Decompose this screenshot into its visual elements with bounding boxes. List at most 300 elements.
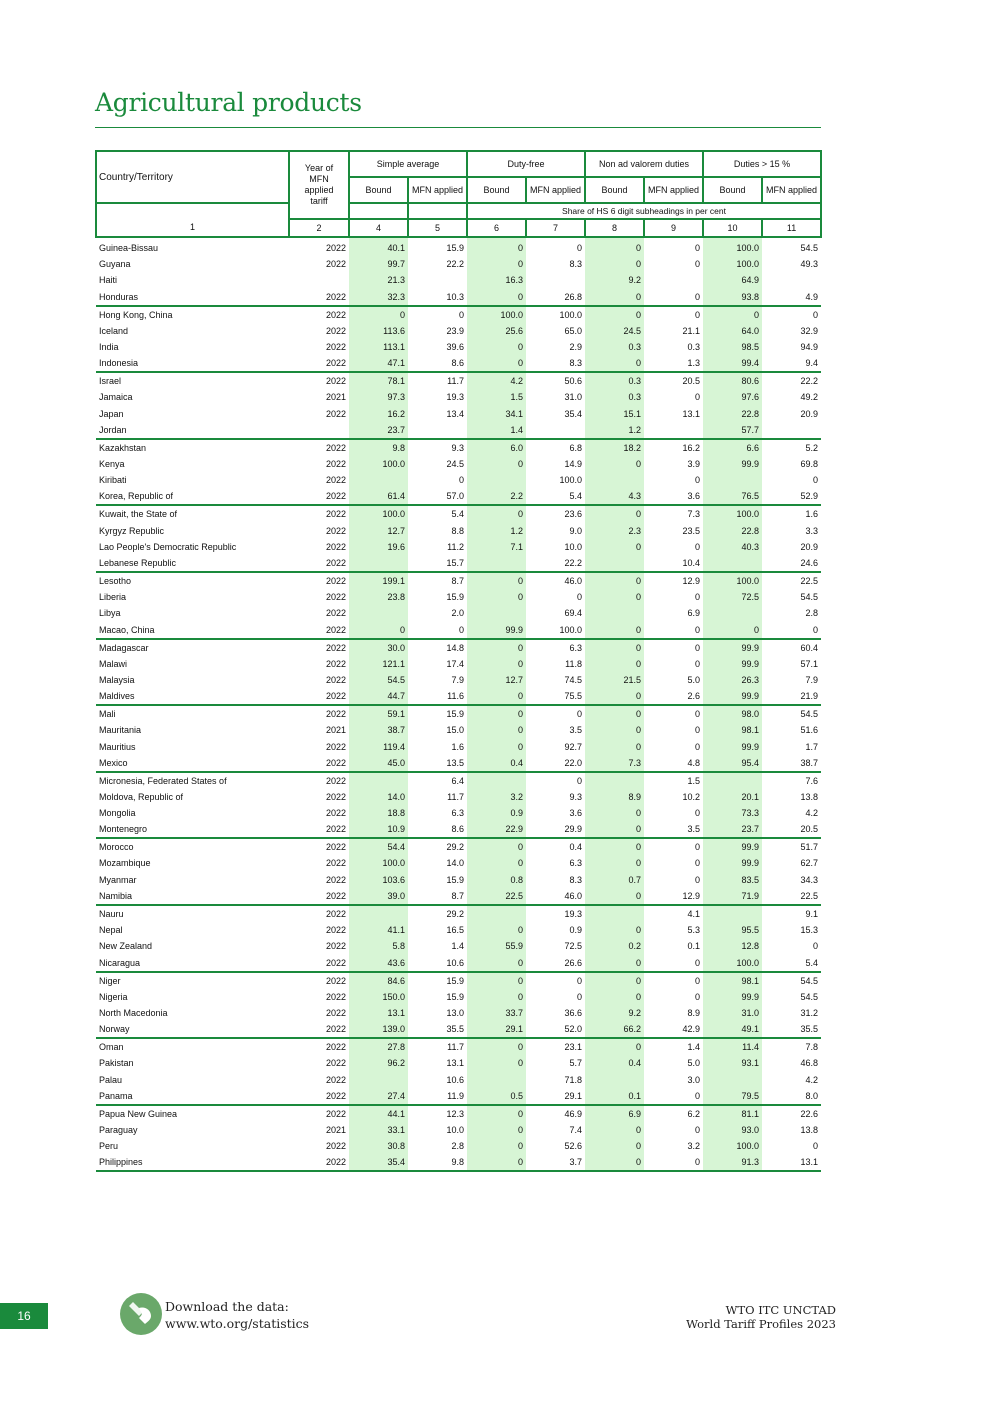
value-cell: 8.8 <box>451 525 465 536</box>
value-cell: 9.8 <box>349 439 408 456</box>
table-row <box>96 355 821 372</box>
value-cell: 3.7 <box>526 1154 585 1171</box>
value-cell: 57.0 <box>408 488 467 505</box>
value-cell: 11.7 <box>447 791 465 802</box>
table-row <box>96 872 821 888</box>
year-cell: 2022 <box>325 509 346 520</box>
value-cell: 0 <box>585 505 644 522</box>
value-cell: 0 <box>467 656 526 672</box>
year-cell <box>289 272 349 288</box>
value-cell: 10.3 <box>408 289 467 306</box>
value-cell: 49.1 <box>703 1021 762 1038</box>
value-cell: 0 <box>695 874 701 885</box>
value-cell: 0 <box>585 805 644 821</box>
column-number: 10 <box>703 219 762 237</box>
value-cell: 54.5 <box>800 592 819 603</box>
value-cell: 2.8 <box>451 1141 465 1152</box>
value-cell: 93.8 <box>703 289 762 306</box>
value-cell: 0 <box>585 855 644 871</box>
value-cell: 0 <box>467 989 526 1005</box>
value-cell: 1.2 <box>585 422 644 439</box>
value-cell: 35.5 <box>408 1021 467 1038</box>
value-cell: 99.9 <box>703 989 762 1005</box>
country-name: Moldova, Republic of <box>99 791 184 802</box>
value-cell: 8.6 <box>408 355 467 372</box>
table-row <box>96 1122 821 1138</box>
table-row <box>96 389 821 405</box>
value-cell: 54.5 <box>800 991 819 1002</box>
value-cell: 0 <box>644 1088 703 1105</box>
year-cell: 2022 <box>325 525 346 536</box>
country-name: Kuwait, the State of <box>99 509 178 520</box>
value-cell <box>467 555 526 572</box>
country-name: India <box>99 342 119 353</box>
value-cell: 0 <box>585 1138 644 1154</box>
year-cell: 2022 <box>325 975 346 986</box>
value-cell: 0.3 <box>585 389 644 405</box>
table-row <box>96 555 821 572</box>
year-cell: 2022 <box>325 808 346 819</box>
value-cell: 51.6 <box>800 725 819 736</box>
year-cell: 2021 <box>325 725 346 736</box>
value-cell: 1.3 <box>644 355 703 372</box>
year-cell <box>289 422 349 439</box>
value-cell: 0 <box>813 475 819 486</box>
value-cell: 0.3 <box>585 339 644 355</box>
country-name: Namibia <box>96 888 289 905</box>
value-cell: 0 <box>467 1055 526 1071</box>
value-cell: 10.2 <box>682 791 701 802</box>
value-cell: 22.2 <box>446 259 465 270</box>
tariff-table-container <box>95 150 820 1172</box>
value-cell: 8.9 <box>585 789 644 805</box>
value-cell: 100.0 <box>559 475 583 486</box>
value-cell: 5.4 <box>526 488 585 505</box>
value-cell: 0 <box>585 1122 644 1138</box>
year-cell: 2022 <box>325 908 346 919</box>
value-cell <box>585 555 644 572</box>
value-cell: 99.9 <box>703 656 762 672</box>
header-duties-over-15: Duties > 15 % <box>703 151 821 177</box>
value-cell: 7.3 <box>687 509 701 520</box>
value-cell: 72.5 <box>703 589 762 605</box>
value-cell: 40.1 <box>349 237 408 256</box>
value-cell: 1.6 <box>451 741 465 752</box>
value-cell: 8.7 <box>408 888 467 905</box>
value-cell: 15.1 <box>585 405 644 421</box>
column-number: 9 <box>644 219 703 237</box>
year-cell: 2022 <box>325 642 346 653</box>
value-cell: 13.5 <box>408 755 467 772</box>
value-cell: 5.4 <box>762 955 821 972</box>
value-cell: 0 <box>695 642 701 653</box>
value-cell: 0 <box>577 243 583 253</box>
value-cell: 0 <box>585 838 644 855</box>
value-cell: 100.0 <box>349 505 408 522</box>
value-cell: 11.6 <box>408 688 467 705</box>
value-cell: 0 <box>585 821 644 838</box>
table-row <box>96 1154 821 1171</box>
value-cell: 13.1 <box>446 1058 465 1069</box>
value-cell: 3.0 <box>687 1074 701 1085</box>
value-cell: 9.4 <box>762 355 821 372</box>
year-cell: 2022 <box>289 888 349 905</box>
value-cell: 0 <box>695 858 701 869</box>
value-cell <box>703 772 762 789</box>
country-name: Oman <box>99 1042 124 1053</box>
value-cell: 3.6 <box>569 808 583 819</box>
country-name: Libya <box>99 608 121 619</box>
value-cell: 17.4 <box>446 658 465 669</box>
value-cell: 0 <box>695 808 701 819</box>
publisher-line-1: WTO ITC UNCTAD <box>725 1303 836 1317</box>
country-name: Israel <box>99 376 122 387</box>
value-cell: 0 <box>577 709 583 720</box>
year-cell: 2022 <box>325 442 346 453</box>
country-name: Haiti <box>99 275 118 286</box>
value-cell: 0 <box>577 975 583 986</box>
value-cell: 29.2 <box>446 908 465 919</box>
table-row <box>96 821 821 838</box>
value-cell <box>585 472 644 488</box>
tariff-table <box>95 150 822 1172</box>
value-cell: 0 <box>467 722 526 738</box>
value-cell: 11.4 <box>703 1038 762 1055</box>
value-cell: 10.0 <box>446 1124 465 1135</box>
value-cell: 44.7 <box>349 688 408 705</box>
value-cell <box>703 1071 762 1087</box>
value-cell: 54.4 <box>349 838 408 855</box>
value-cell: 1.5 <box>687 775 701 786</box>
value-cell: 0 <box>467 688 526 705</box>
value-cell: 9.8 <box>408 1154 467 1171</box>
value-cell: 100.0 <box>349 855 408 871</box>
value-cell: 49.2 <box>800 392 819 403</box>
value-cell: 35.4 <box>564 408 583 419</box>
value-cell: 0 <box>644 289 703 306</box>
value-cell: 6.0 <box>467 439 526 456</box>
country-name: Kiribati <box>99 475 127 486</box>
column-number: 5 <box>408 219 467 237</box>
value-cell: 113.1 <box>349 339 408 355</box>
country-name: Paraguay <box>99 1124 138 1135</box>
value-cell: 6.9 <box>687 608 701 619</box>
value-cell: 15.9 <box>446 874 465 885</box>
value-cell: 50.6 <box>564 376 583 387</box>
table-row <box>96 789 821 805</box>
country-name: Peru <box>99 1141 119 1152</box>
year-cell: 2022 <box>325 858 346 869</box>
value-cell <box>467 905 526 922</box>
value-cell: 23.6 <box>564 509 583 520</box>
header-bound: Bound <box>703 177 762 203</box>
value-cell: 15.0 <box>446 725 465 736</box>
table-row <box>96 422 821 439</box>
year-cell: 2022 <box>325 874 346 885</box>
value-cell: 0 <box>408 622 467 639</box>
table-row <box>96 656 821 672</box>
value-cell: 0 <box>695 991 701 1002</box>
value-cell: 0.9 <box>467 805 526 821</box>
table-row <box>96 439 821 456</box>
value-cell: 18.8 <box>349 805 408 821</box>
value-cell: 3.9 <box>687 458 701 469</box>
value-cell <box>644 272 703 288</box>
value-cell: 0 <box>695 842 701 853</box>
value-cell: 0.1 <box>585 1088 644 1105</box>
year-cell: 2022 <box>289 622 349 639</box>
value-cell: 16.5 <box>446 925 465 936</box>
value-cell: 0 <box>813 1141 819 1152</box>
value-cell: 0 <box>695 1124 701 1135</box>
value-cell: 6.3 <box>569 858 583 869</box>
table-row <box>96 1021 821 1038</box>
value-cell <box>762 422 821 439</box>
value-cell: 26.6 <box>526 955 585 972</box>
value-cell: 42.9 <box>644 1021 703 1038</box>
value-cell: 0 <box>467 1038 526 1055</box>
value-cell: 23.9 <box>446 325 465 336</box>
publisher-block <box>686 1303 836 1331</box>
country-name: Indonesia <box>96 355 289 372</box>
header-mfn-applied: MFN applied <box>408 177 467 203</box>
value-cell <box>585 905 644 922</box>
value-cell: 3.5 <box>569 725 583 736</box>
country-name: Liberia <box>99 592 127 603</box>
value-cell: 0 <box>695 592 701 603</box>
value-cell: 75.5 <box>526 688 585 705</box>
value-cell: 1.4 <box>687 1042 701 1053</box>
value-cell: 0 <box>695 309 701 320</box>
value-cell: 100.0 <box>703 237 762 256</box>
value-cell: 26.3 <box>703 672 762 688</box>
value-cell: 0 <box>467 572 526 589</box>
country-name: Nicaragua <box>96 955 289 972</box>
value-cell: 6.9 <box>585 1105 644 1122</box>
value-cell: 4.8 <box>644 755 703 772</box>
value-cell: 12.8 <box>703 938 762 954</box>
country-name: Jamaica <box>99 392 133 403</box>
header-mfn-applied: MFN applied <box>526 177 585 203</box>
value-cell: 22.2 <box>526 555 585 572</box>
country-name: Mexico <box>96 755 289 772</box>
value-cell: 22.5 <box>800 575 819 586</box>
value-cell: 0 <box>695 658 701 669</box>
value-cell: 39.6 <box>446 342 465 353</box>
table-row <box>96 989 821 1005</box>
value-cell: 57.1 <box>800 658 819 669</box>
value-cell: 11.9 <box>408 1088 467 1105</box>
value-cell: 0 <box>467 456 526 472</box>
country-name: Madagascar <box>99 642 149 653</box>
table-row <box>96 472 821 488</box>
value-cell: 0 <box>644 955 703 972</box>
value-cell: 74.5 <box>564 675 583 685</box>
year-cell: 2022 <box>325 1058 346 1069</box>
table-row <box>96 888 821 905</box>
table-row <box>96 955 821 972</box>
value-cell: 34.3 <box>800 874 819 885</box>
country-name: Norway <box>96 1021 289 1038</box>
value-cell: 1.7 <box>805 741 819 752</box>
value-cell: 8.0 <box>762 1088 821 1105</box>
value-cell: 0 <box>585 572 644 589</box>
value-cell: 20.9 <box>800 408 819 419</box>
value-cell: 119.4 <box>349 738 408 754</box>
value-cell: 1.4 <box>467 422 526 439</box>
column-number: 11 <box>762 219 821 237</box>
country-name: Nigeria <box>99 991 128 1002</box>
value-cell: 14.9 <box>564 458 583 469</box>
value-cell: 65.0 <box>564 325 583 336</box>
value-cell: 98.1 <box>703 972 762 989</box>
value-cell: 0 <box>585 456 644 472</box>
value-cell: 4.3 <box>585 488 644 505</box>
value-cell: 31.0 <box>564 392 583 403</box>
value-cell: 35.5 <box>762 1021 821 1038</box>
value-cell: 199.1 <box>349 572 408 589</box>
value-cell: 80.6 <box>703 372 762 389</box>
value-cell: 0 <box>459 309 465 320</box>
country-name: Kyrgyz Republic <box>99 525 165 536</box>
table-body <box>96 237 821 1171</box>
value-cell: 13.1 <box>762 1154 821 1171</box>
value-cell: 24.5 <box>446 458 465 469</box>
value-cell: 8.3 <box>569 259 583 270</box>
table-row <box>96 855 821 871</box>
value-cell: 20.9 <box>800 541 819 552</box>
value-cell: 0 <box>695 243 701 253</box>
column-number: 2 <box>289 219 349 237</box>
value-cell: 0 <box>577 592 583 603</box>
value-cell: 0 <box>467 738 526 754</box>
country-name: Malawi <box>99 658 128 669</box>
value-cell: 0 <box>467 972 526 989</box>
value-cell <box>467 472 526 488</box>
country-name: Palau <box>99 1074 123 1085</box>
value-cell: 16.3 <box>467 272 526 288</box>
value-cell <box>467 605 526 621</box>
value-cell: 5.8 <box>349 938 408 954</box>
value-cell: 54.5 <box>349 672 408 688</box>
year-cell: 2022 <box>325 608 346 619</box>
value-cell: 49.3 <box>800 259 819 270</box>
column-number-row <box>96 219 821 237</box>
value-cell: 29.9 <box>526 821 585 838</box>
value-cell: 0 <box>695 725 701 736</box>
value-cell: 22.9 <box>467 821 526 838</box>
value-cell: 0 <box>585 688 644 705</box>
value-cell: 98.5 <box>703 339 762 355</box>
value-cell <box>349 772 408 789</box>
value-cell: 13.4 <box>446 408 465 419</box>
value-cell: 8.6 <box>408 821 467 838</box>
download-link[interactable]: www.wto.org/statistics <box>165 1316 310 1331</box>
table-row <box>96 622 821 639</box>
value-cell: 4.2 <box>805 1074 819 1085</box>
value-cell: 0.9 <box>569 925 583 936</box>
value-cell: 100.0 <box>703 1138 762 1154</box>
value-cell: 8.3 <box>526 355 585 372</box>
header-duty-free: Duty-free <box>467 151 585 177</box>
table-row <box>96 722 821 738</box>
header-country: Country/Territory <box>96 151 289 203</box>
value-cell: 10.0 <box>564 541 583 552</box>
value-cell: 97.6 <box>703 389 762 405</box>
year-cell: 2022 <box>325 575 346 586</box>
country-name: Japan <box>99 408 124 419</box>
table-row <box>96 805 821 821</box>
value-cell <box>349 555 408 572</box>
year-cell: 2022 <box>289 688 349 705</box>
value-cell <box>644 422 703 439</box>
year-cell: 2022 <box>325 541 346 552</box>
value-cell: 0 <box>585 622 644 639</box>
country-name: Morocco <box>99 842 134 853</box>
value-cell <box>703 905 762 922</box>
value-cell: 0 <box>585 1154 644 1171</box>
table-row <box>96 605 821 621</box>
value-cell: 18.2 <box>585 439 644 456</box>
value-cell: 11.8 <box>565 658 583 669</box>
value-cell: 4.2 <box>805 808 819 819</box>
value-cell: 8.3 <box>569 874 583 885</box>
title-divider <box>95 127 821 128</box>
value-cell: 22.8 <box>703 522 762 538</box>
year-cell: 2022 <box>289 488 349 505</box>
value-cell: 0 <box>577 775 583 786</box>
year-cell: 2022 <box>325 709 346 720</box>
table-row <box>96 922 821 938</box>
table-header <box>96 151 821 237</box>
value-cell: 2.9 <box>569 342 583 353</box>
value-cell: 13.8 <box>800 791 819 802</box>
value-cell: 5.7 <box>569 1058 583 1069</box>
value-cell: 100.0 <box>559 309 583 320</box>
value-cell: 9.3 <box>569 791 583 802</box>
header-simple-average: Simple average <box>349 151 467 177</box>
value-cell: 0.2 <box>585 938 644 954</box>
country-name: Mauritius <box>99 741 136 752</box>
value-cell: 7.6 <box>805 775 819 786</box>
value-cell: 79.5 <box>703 1088 762 1105</box>
year-cell: 2022 <box>289 821 349 838</box>
value-cell: 100.0 <box>703 955 762 972</box>
year-cell: 2022 <box>325 791 346 802</box>
value-cell: 4.1 <box>687 908 701 919</box>
value-cell <box>703 472 762 488</box>
table-row <box>96 1038 821 1055</box>
value-cell: 52.0 <box>526 1021 585 1038</box>
value-cell: 8.9 <box>687 1007 701 1018</box>
value-cell: 94.9 <box>800 342 819 353</box>
value-cell: 0 <box>467 838 526 855</box>
value-cell: 0 <box>695 709 701 720</box>
value-cell: 0 <box>467 922 526 938</box>
value-cell: 0.4 <box>467 755 526 772</box>
value-cell: 0 <box>585 539 644 555</box>
value-cell: 30.0 <box>349 639 408 656</box>
publisher-line-2: World Tariff Profiles 2023 <box>686 1317 836 1331</box>
value-cell: 0 <box>585 705 644 722</box>
value-cell: 100.0 <box>526 622 585 639</box>
value-cell: 2.3 <box>585 522 644 538</box>
value-cell: 0.3 <box>687 342 701 353</box>
value-cell: 7.8 <box>805 1042 819 1053</box>
value-cell: 0 <box>585 888 644 905</box>
column-number: 8 <box>585 219 644 237</box>
value-cell: 13.0 <box>446 1007 465 1018</box>
